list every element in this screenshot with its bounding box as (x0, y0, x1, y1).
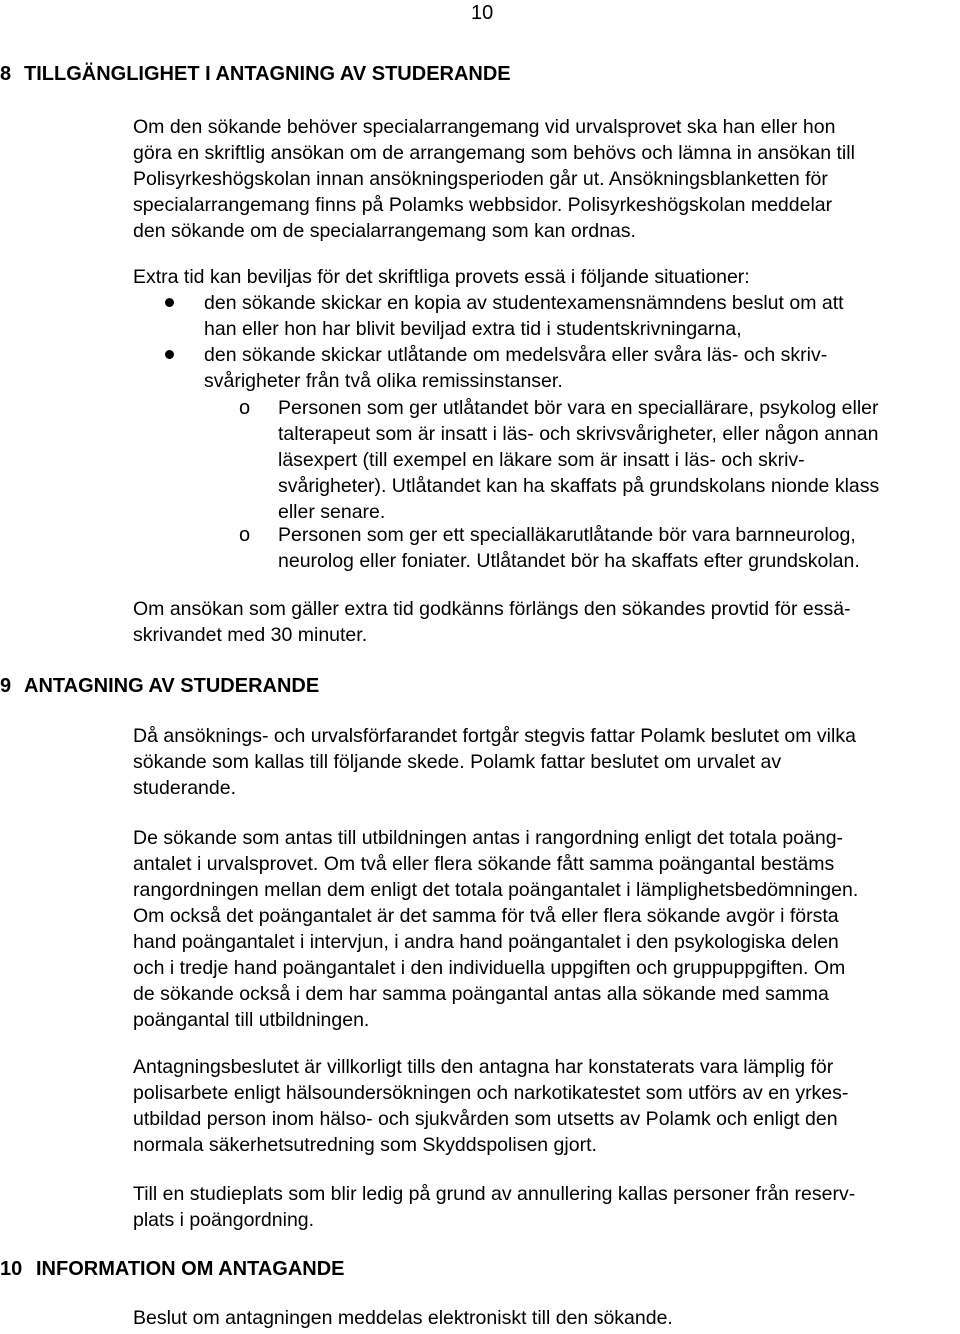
text-line: talterapeut som är insatt i läs- och skrivsvårigheter, eller någon annan (278, 423, 879, 445)
text-line: skrivandet med 30 minuter. (133, 624, 368, 646)
text-line: den sökande skickar utlåtande om medelsvåra eller svåra läs- och skriv- (204, 344, 828, 366)
section-9-heading (0, 673, 319, 699)
section-9-paragraph-1 (133, 723, 959, 801)
text-line: rangordningen mellan dem enligt det totala poängantalet i lämplighetsbedömningen. (133, 879, 859, 901)
text-line: poängantal till utbildningen. (133, 1009, 370, 1031)
text-line: specialarrangemang finns på Polamks webbsidor. Polisyrkeshögskolan meddelar (133, 194, 833, 216)
text-line: den sökande skickar en kopia av studentexamensnämndens beslut om att (204, 292, 844, 314)
section-10-title: INFORMATION OM ANTAGANDE (36, 1258, 345, 1280)
text-line: Beslut om antagningen meddelas elektroniskt till den sökande. (133, 1307, 673, 1329)
text-line: polisarbete enligt hälsoundersökningen och narkotikatestet som utförs av en yrkes- (133, 1082, 849, 1104)
section-9-title: ANTAGNING AV STUDERANDE (24, 675, 320, 697)
text-line: han eller hon har blivit beviljad extra tid i studentskrivningarna, (204, 318, 742, 340)
text-line: Då ansöknings- och urvalsförfarandet fortgår stegvis fattar Polamk beslutet om vilka (133, 725, 856, 747)
text-line: Till en studieplats som blir ledig på grund av annullering kallas personer från reserv- (133, 1183, 856, 1205)
text-line: svårigheter från två olika remissinstanser. (204, 370, 563, 392)
text-line: hand poängantalet i intervjun, i andra hand poängantalet i den psykologiska delen (133, 931, 839, 953)
text-line: svårigheter). Utlåtandet kan ha skaffats på grundskolans nionde klass (278, 475, 880, 497)
section-10-number: 10 (0, 1258, 23, 1280)
section-8-number: 8 (0, 63, 12, 85)
text-line: Om den sökande behöver specialarrangemang vid urvalsprovet ska han eller hon (133, 116, 836, 138)
text-line: göra en skriftlig ansökan om de arrangemang som behövs och lämna in ansökan till (133, 142, 855, 164)
text-line: den sökande om de specialarrangemang som kan ordnas. (133, 220, 636, 242)
section-8-closing-paragraph (133, 596, 959, 648)
text-line: De sökande som antas till utbildningen antas i rangordning enligt det totala poäng- (133, 827, 844, 849)
section-9-paragraph-3 (133, 1054, 959, 1158)
text-line: antalet i urvalsprovet. Om två eller flera sökande fått samma poängantal bestäms (133, 853, 835, 875)
section-10-heading (0, 1256, 345, 1282)
text-line: Personen som ger utlåtandet bör vara en speciallärare, psykolog eller (278, 397, 879, 419)
text-line: sökande som kallas till följande skede. Polamk fattar beslutet om urvalet av (133, 751, 782, 773)
bullet-dot-icon (165, 298, 174, 307)
text-line: Antagningsbeslutet är villkorligt tills den antagna har konstaterats vara lämplig för (133, 1056, 834, 1078)
text-line: läsexpert (till exempel en läkare som är insatt i läs- och skriv- (278, 449, 805, 471)
section-8-heading (0, 61, 511, 87)
section-9-paragraph-2 (133, 825, 959, 1033)
text-line: plats i poängordning. (133, 1209, 315, 1231)
section-8-intro-paragraph (133, 114, 959, 244)
text-line: Om ansökan som gäller extra tid godkänns förlängs den sökandes provtid för essä- (133, 598, 851, 620)
text-line: Om också det poängantalet är det samma för två eller flera sökande avgör i första (133, 905, 839, 927)
text-line: studerande. (133, 777, 236, 799)
sub-bullet-marker: o (239, 397, 251, 419)
extra-time-intro: Extra tid kan beviljas för det skriftliga provets essä i följande situationer: (133, 266, 750, 288)
page-number: 10 (471, 2, 494, 24)
text-line: eller senare. (278, 501, 386, 523)
bullet-dot-icon (165, 350, 174, 359)
section-10-paragraph (133, 1305, 959, 1331)
text-line: normala säkerhetsutredning som Skyddspolisen gjort. (133, 1134, 597, 1156)
section-9-number: 9 (0, 675, 12, 697)
section-9-paragraph-4 (133, 1181, 959, 1233)
section-8-title: TILLGÄNGLIGHET I ANTAGNING AV STUDERANDE (24, 63, 511, 85)
text-line: Polisyrkeshögskolan innan ansökningsperioden går ut. Ansökningsblanketten för (133, 168, 828, 190)
text-line: och i tredje hand poängantalet i den individuella uppgiften och gruppuppgiften. Om (133, 957, 846, 979)
text-line: neurolog eller foniater. Utlåtandet bör ha skaffats efter grundskolan. (278, 550, 860, 572)
text-line: Personen som ger ett specialläkarutlåtande bör vara barnneurolog, (278, 524, 856, 546)
sub-bullet-marker: o (239, 524, 251, 546)
text-line: utbildad person inom hälso- och sjukvården som utsetts av Polamk och enligt den (133, 1108, 838, 1130)
text-line: de sökande också i dem har samma poängantal antas alla sökande med samma (133, 983, 829, 1005)
